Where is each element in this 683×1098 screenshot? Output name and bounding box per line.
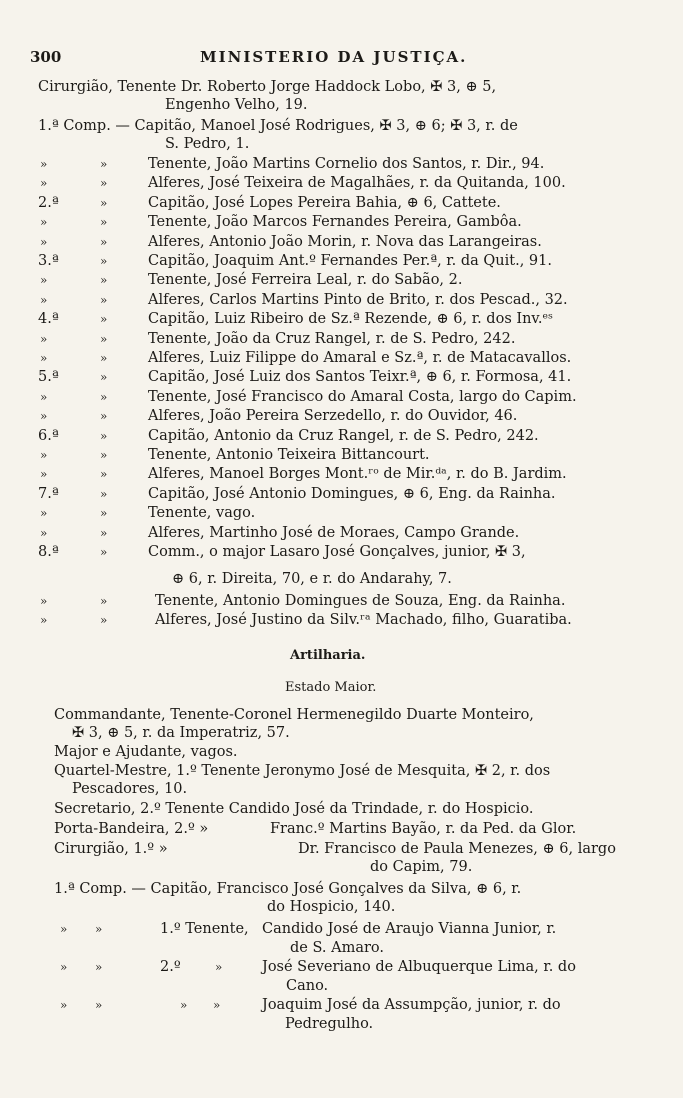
row-text: José Severiano de Albuquerque Lima, r. do <box>262 959 576 975</box>
text-line: Cirurgião, Tenente Dr. Roberto Jorge Haddock Lobo, ✠ 3, ⊕ 5, <box>38 79 497 95</box>
row-col2: » <box>100 594 108 608</box>
row-text: Tenente, vago. <box>148 505 256 522</box>
text-line: S. Pedro, 1. <box>165 136 250 152</box>
row-col2: » <box>100 370 108 385</box>
row-text-cont: Cano. <box>286 978 329 994</box>
row-col1: » <box>40 594 48 608</box>
row-text: Tenente, Antonio Teixeira Bittancourt. <box>148 447 430 463</box>
text-line: do Hospicio, 140. <box>267 899 396 915</box>
row-col2: » <box>100 195 108 210</box>
row-col1: » <box>40 176 48 191</box>
row-text: Capitão, Antonio da Cruz Rangel, r. de S. Pedro, 242. <box>148 427 539 444</box>
row-col2: » <box>95 922 103 936</box>
row-col2: » <box>100 312 108 327</box>
row-col2: » <box>100 254 108 268</box>
row-col1: » <box>40 448 48 462</box>
row-col2: » <box>100 176 108 191</box>
text-line: Pescadores, 10. <box>72 781 188 797</box>
text-line: Quartel-Mestre, 1.º Tenente Jeronymo José de Mesquita, ✠ 2, r. dos <box>54 763 551 779</box>
row-col2: » <box>100 409 108 424</box>
row-text: Capitão, Joaquim Ant.º Fernandes Per.ª, r. da Quit., 91. <box>148 253 552 269</box>
row-text: Alferes, José Justino da Silv.ʳᵃ Machado, filho, Guaratiba. <box>155 612 572 628</box>
row-col2: » <box>100 545 108 559</box>
row-col2: » <box>100 273 108 288</box>
row-text: Tenente, João Marcos Fernandes Pereira, Gambôa. <box>148 214 522 231</box>
row-text: Alferes, José Teixeira de Magalhães, r. da Quitanda, 100. <box>148 175 566 192</box>
row-text-cont: Pedregulho. <box>285 1016 374 1032</box>
text-line: Porta-Bandeira, 2.º » <box>54 821 209 837</box>
row-text: Joaquim José da Assumpção, junior, r. do <box>262 997 561 1013</box>
row-rank: 1.º Tenente, <box>160 921 249 937</box>
row-col2: » <box>100 613 108 627</box>
row-text: Alferes, João Pereira Serzedello, r. do Ouvidor, 46. <box>148 408 518 425</box>
row-col1: » <box>40 389 48 404</box>
text-line: Cirurgião, 1.º » <box>54 841 168 857</box>
text-line: Secretario, 2.º Tenente Candido José da Trindade, r. do Hospicio. <box>54 801 534 817</box>
row-text: Comm., o major Lasaro José Gonçalves, junior, ✠ 3, <box>148 544 526 560</box>
row-col1: 3.ª <box>38 253 59 269</box>
subsection-heading: Estado Maior. <box>285 680 377 695</box>
text-line: do Capim, 79. <box>370 859 473 875</box>
text-line: Franc.º Martins Bayão, r. da Ped. da Glor. <box>270 821 577 837</box>
section-heading: Artilharia. <box>290 648 366 663</box>
text-line: Major e Ajudante, vagos. <box>54 744 238 760</box>
row-text: Candido José de Araujo Vianna Junior, r. <box>262 921 557 937</box>
row-col3: » <box>215 960 223 974</box>
row-text: Alferes, Luiz Filippe do Amaral e Sz.ª, r. de Matacavallos. <box>148 350 572 366</box>
row-col2: » <box>100 428 108 443</box>
row-col1: » <box>40 525 48 540</box>
row-col3: » <box>213 998 221 1012</box>
row-col1: » <box>40 234 48 249</box>
row-text: Tenente, José Ferreira Leal, r. do Sabão, 2. <box>148 272 463 289</box>
row-col1: » <box>40 157 48 171</box>
running-title: MINISTERIO DA JUSTIÇA. <box>200 48 468 66</box>
row-col1: » <box>40 409 48 424</box>
row-col2: » <box>100 467 108 482</box>
row-col2: » <box>100 234 108 249</box>
row-col1: 7.ª <box>38 485 59 502</box>
text-line: Dr. Francisco de Paula Menezes, ⊕ 6, largo <box>298 841 616 857</box>
row-col1: » <box>40 613 48 627</box>
row-col1: » <box>40 273 48 288</box>
row-col1: » <box>60 960 68 974</box>
text-line: 1.ª Comp. — Capitão, Manoel José Rodrigues, ✠ 3, ⊕ 6; ✠ 3, r. de <box>38 118 518 134</box>
row-col1: 5.ª <box>38 369 59 386</box>
text-line: Engenho Velho, 19. <box>165 97 308 113</box>
text-line: ⊕ 6, r. Direita, 70, e r. do Andarahy, 7. <box>172 571 452 587</box>
row-col2: » <box>100 448 108 462</box>
text-line: ✠ 3, ⊕ 5, r. da Imperatriz, 57. <box>72 725 290 741</box>
row-col1: » <box>40 467 48 482</box>
row-col2: » <box>100 157 108 171</box>
page-header <box>30 48 650 70</box>
row-text: Capitão, José Luiz dos Santos Teixr.ª, ⊕ 6, r. Formosa, 41. <box>148 369 572 386</box>
row-col2: » <box>100 506 108 521</box>
row-col2: » <box>100 331 108 346</box>
row-text: Tenente, José Francisco do Amaral Costa, largo do Capim. <box>148 388 577 405</box>
text-line: 1.ª Comp. — Capitão, Francisco José Gonçalves da Silva, ⊕ 6, r. <box>54 881 522 897</box>
row-col2: » <box>95 960 103 974</box>
row-rank: » <box>180 998 188 1012</box>
row-text: Tenente, João da Cruz Rangel, r. de S. Pedro, 242. <box>148 330 516 347</box>
row-text: Alferes, Carlos Martins Pinto de Brito, r. dos Pescad., 32. <box>148 291 568 308</box>
row-text: Tenente, Antonio Domingues de Souza, Eng. da Rainha. <box>155 593 566 609</box>
row-col1: 8.ª <box>38 544 59 560</box>
row-col1: » <box>40 351 48 365</box>
row-col1: 4.ª <box>38 311 59 328</box>
row-text: Alferes, Manoel Borges Mont.ʳᵒ de Mir.ᵈᵃ, r. do B. Jardim. <box>148 466 567 483</box>
row-col2: » <box>100 351 108 365</box>
row-col1: » <box>60 998 68 1012</box>
row-text: Capitão, Luiz Ribeiro de Sz.ª Rezende, ⊕ 6, r. dos Inv.ᵉˢ <box>148 311 554 328</box>
row-col2: » <box>95 998 103 1012</box>
row-col1: » <box>60 922 68 936</box>
row-col1: 6.ª <box>38 427 59 444</box>
row-col1: » <box>40 506 48 521</box>
row-text: Capitão, José Antonio Domingues, ⊕ 6, Eng. da Rainha. <box>148 485 556 502</box>
row-col1: » <box>40 215 48 230</box>
row-rank: 2.º <box>160 959 181 975</box>
row-col2: » <box>100 215 108 230</box>
row-col1: » <box>40 331 48 346</box>
text-line: Commandante, Tenente-Coronel Hermenegildo Duarte Monteiro, <box>54 707 534 723</box>
row-col2: » <box>100 292 108 307</box>
row-text: Tenente, João Martins Cornelio dos Santos, r. Dir., 94. <box>148 156 545 172</box>
page-number: 300 <box>30 48 62 66</box>
row-col2: » <box>100 525 108 540</box>
row-text: Capitão, José Lopes Pereira Bahia, ⊕ 6, Cattete. <box>148 194 501 211</box>
row-col1: 2.ª <box>38 194 59 211</box>
row-col2: » <box>100 389 108 404</box>
row-text: Alferes, Martinho José de Moraes, Campo Grande. <box>148 524 520 541</box>
row-text: Alferes, Antonio João Morin, r. Nova das Larangeiras. <box>148 233 542 250</box>
row-text-cont: de S. Amaro. <box>290 940 384 956</box>
row-col1: » <box>40 292 48 307</box>
row-col2: » <box>100 486 108 501</box>
